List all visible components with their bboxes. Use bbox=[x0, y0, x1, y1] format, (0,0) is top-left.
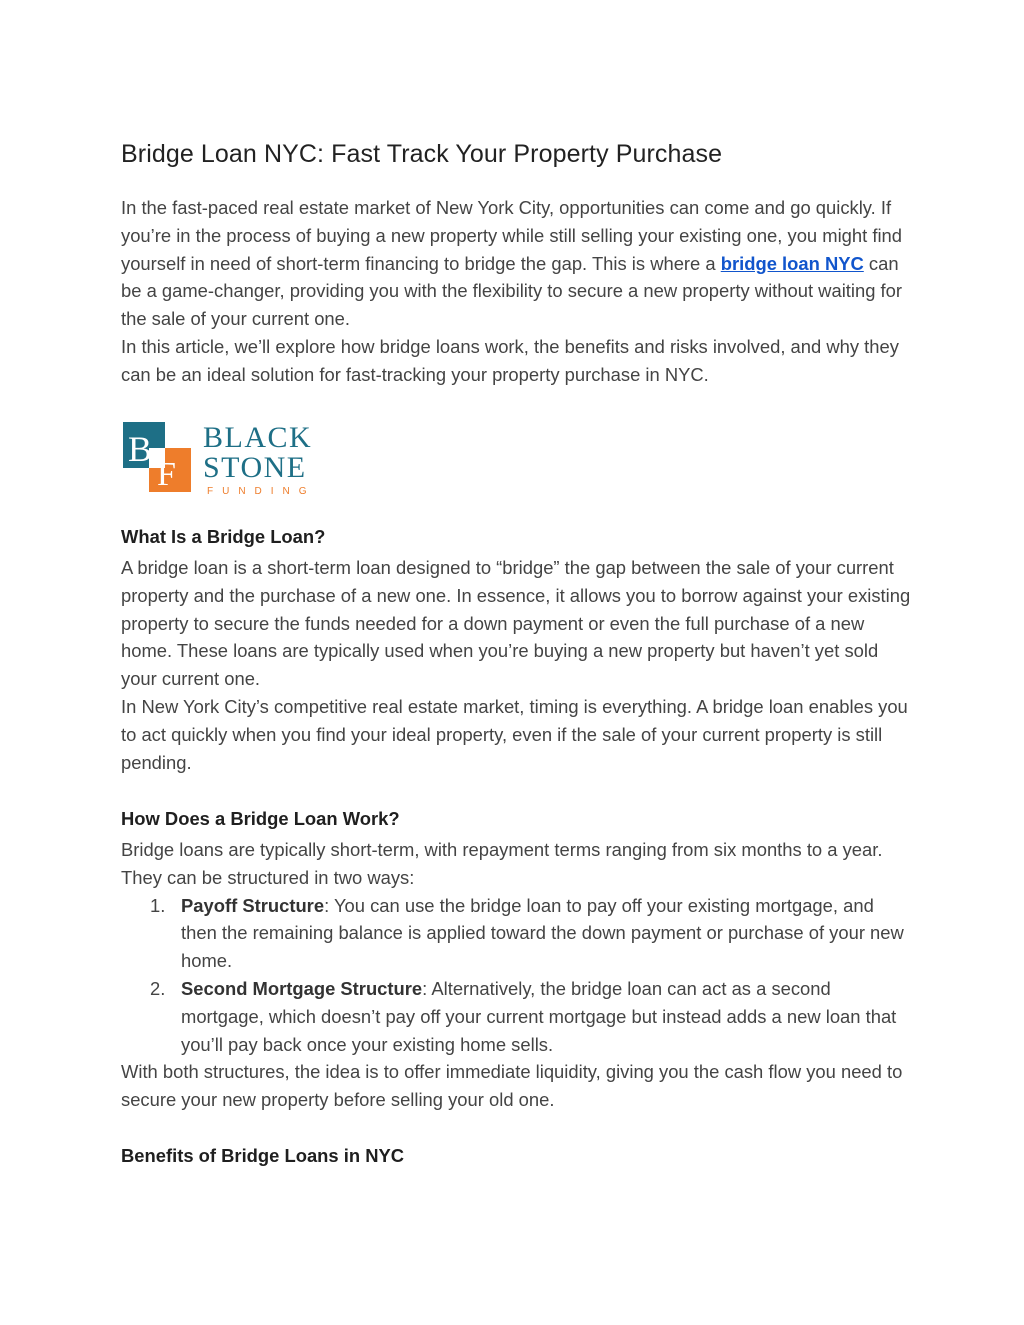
section-paragraph: In New York City’s competitive real estate market, timing is everything. A bridge loan enables you to act quickly when you find your ideal property, even if the sale of your current property is still pending. bbox=[121, 695, 908, 773]
section-benefits bbox=[121, 1143, 911, 1173]
list-item bbox=[121, 975, 911, 1058]
section-what-is-bridge-loan bbox=[121, 524, 911, 776]
intro-paragraph-2: In this article, we’ll explore how bridge loans work, the benefits and risks involved, and why they can be an ideal solution for fast-tracking your property purchase in NYC. bbox=[121, 335, 899, 385]
blackstone-funding-logo bbox=[123, 418, 333, 496]
intro-paragraph bbox=[121, 194, 911, 333]
section-paragraph: A bridge loan is a short-term loan designed to “bridge” the gap between the sale of your current property and the purchase of a new one. In essence, it allows you to borrow against your existing property to secure the funds needed for a down payment or even the full purchase of a new home. These loans are typically used when you’re buying a new property but haven’t yet sold your current one. bbox=[121, 557, 911, 690]
intro-section bbox=[121, 194, 911, 389]
list-item bbox=[121, 892, 911, 975]
logo-word-black: BLACK bbox=[203, 421, 313, 454]
logo-letter-f: F bbox=[157, 456, 176, 493]
section-heading: What Is a Bridge Loan? bbox=[121, 526, 326, 547]
logo-word-funding: FUNDING bbox=[207, 486, 316, 496]
logo-word-stone: STONE bbox=[203, 451, 307, 484]
section-how-bridge-loan-works bbox=[121, 806, 911, 1114]
section-heading: How Does a Bridge Loan Work? bbox=[121, 808, 400, 829]
section-paragraph: Bridge loans are typically short-term, with repayment terms ranging from six months to a year. They can be structured in two ways: bbox=[121, 839, 883, 888]
bridge-loan-nyc-link[interactable]: bridge loan NYC bbox=[720, 252, 864, 274]
intro-text-before-link: In the fast-paced real estate market of New York City, opportunities can come and go quickly. If you’re in the process of buying a new property while still selling your existing one, you might find yourself in need of short-term financing to bridge the gap. This is where a bbox=[121, 197, 902, 274]
section-heading: Benefits of Bridge Loans in NYC bbox=[121, 1145, 405, 1166]
list-item-text: : Alternatively, the bridge loan can act as a second mortgage, which doesn’t pay off your current mortgage but instead adds a new loan that you’ll pay back once your existing home sells. bbox=[181, 977, 897, 1055]
list-item-title: Payoff Structure bbox=[181, 894, 325, 916]
section-paragraph: With both structures, the idea is to offer immediate liquidity, giving you the cash flow you need to secure your new property before selling your old one. bbox=[121, 1061, 903, 1111]
page-title: Bridge Loan NYC: Fast Track Your Property Purchase bbox=[121, 140, 723, 168]
structure-list bbox=[121, 892, 911, 1059]
intro-text-after-link: can be a game-changer, providing you with the flexibility to secure a new property without waiting for the sale of your current one. bbox=[121, 252, 902, 330]
list-item-number: 1. bbox=[150, 894, 166, 916]
logo-letter-b: B bbox=[128, 429, 153, 469]
list-item-text: : You can use the bridge loan to pay off your existing mortgage, and then the remaining balance is applied toward the down payment or purchase of your new home. bbox=[181, 894, 904, 972]
list-item-number: 2. bbox=[150, 977, 166, 999]
list-item-title: Second Mortgage Structure bbox=[181, 977, 423, 999]
